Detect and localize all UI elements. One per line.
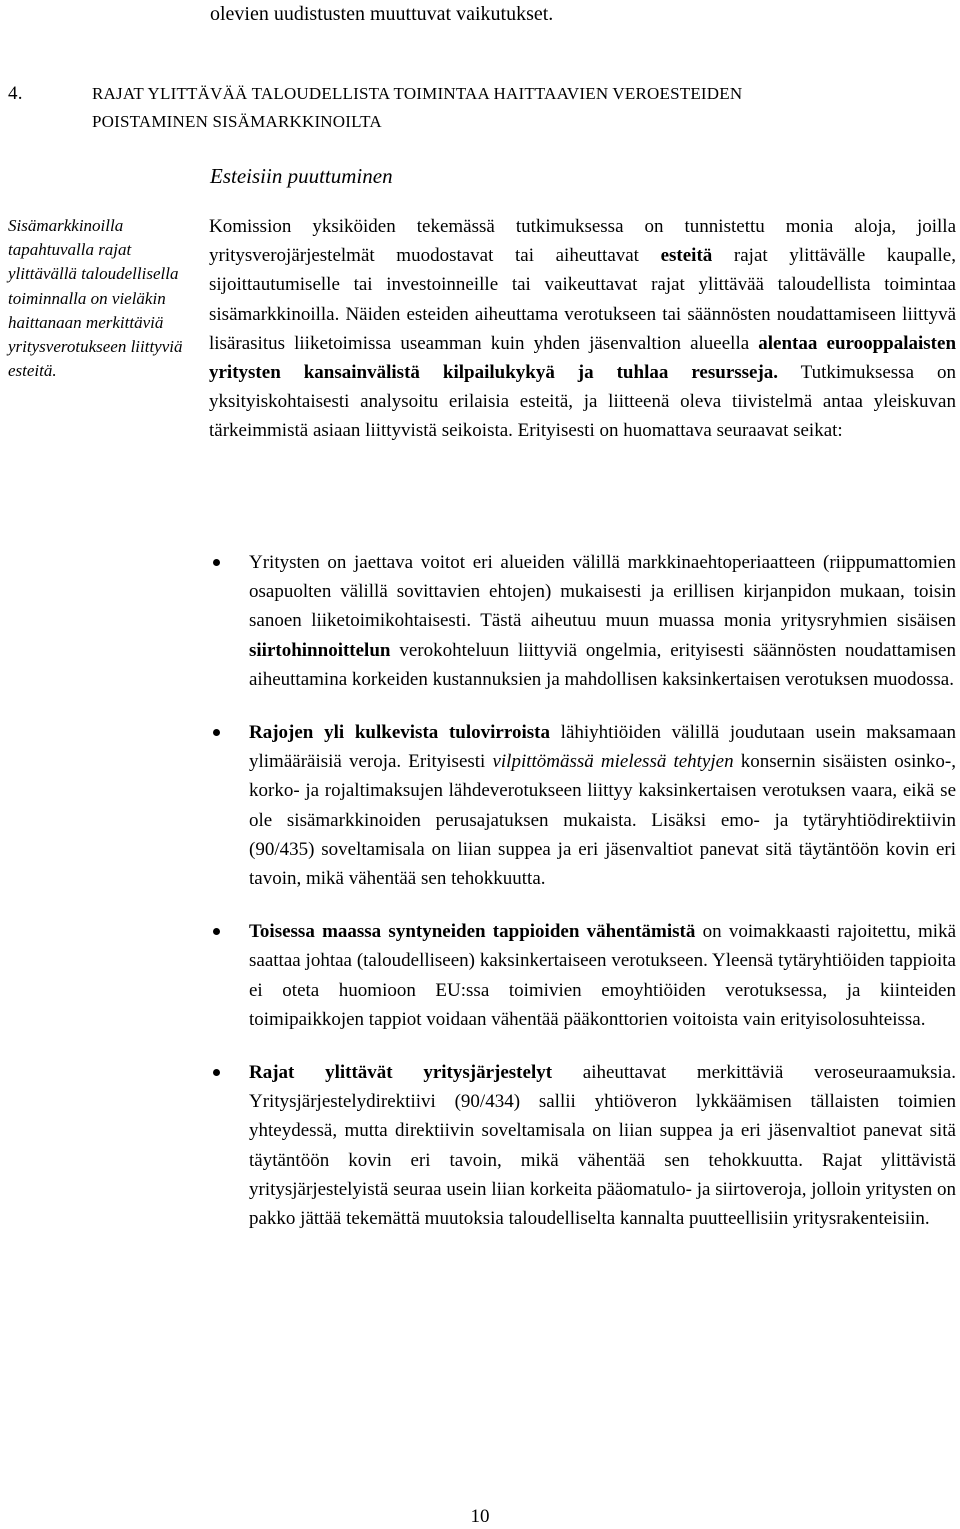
section-number: 4. [8,83,23,104]
bullet-item [209,548,956,694]
bullet-dot-icon [213,928,220,935]
bullet-item [209,1058,956,1233]
margin-note: Sisämarkkinoilla tapahtuvalla rajat ylittävällä taloudellisella toiminnalla on vieläkin haittanaan merkittäviä yritysverotukseen liittyviä esteitä. [8,216,183,381]
bullet-text: konsernin sisäisten osinko-, korko- ja rojaltimaksujen lähdeverotukseen liittyy kaksinkertaisen verotuksen vaara, eikä se ole sisämarkkinoiden perusajatuksen mukaista. Lisäksi emo- ja tytäryhtiödirektiivin (90/435) soveltamisala on liian suppea ja eri jäsenvaltiot panevat sitä täytäntöön kovin eri tavoin, mikä vähentää sen tehokkuutta. [249,751,956,890]
section-heading-line1: RAJAT YLITTÄVÄÄ TALOUDELLISTA TOIMINTAA HAITTAAVIEN VEROESTEIDEN [92,84,743,103]
bullet-item [209,718,956,893]
bullet-emphasis: Rajojen yli kulkevista tulovirroista [249,722,550,744]
intro-emphasis: alentaa eurooppalaisten yritysten kansainvälistä kilpailukykyä ja tuhlaa resursseja. [209,332,957,384]
bullet-text: on voimakkaasti rajoitettu, mikä saattaa johtaa (taloudelliseen) kaksinkertaiseen verotukseen. Yleensä tytäryhtiöiden tappioita ei oteta huomioon EU:ssa toimivien emoyhtiöiden verotuksessa, ja kiinteiden toimipaikkojen tappiot voidaan vähentää pääkonttorien voitoista vain erityisolosuhteissa. [249,921,956,1030]
bullet-list [209,548,956,1257]
section-heading [8,80,952,136]
bullet-dot-icon [213,1069,220,1076]
section-heading-line2: POISTAMINEN SISÄMARKKINOILTA [92,112,382,131]
bullet-emphasis: Toisessa maassa syntyneiden tappioiden vähentämistä [249,921,696,943]
intro-text-part: rajat ylittävälle kaupalle, sijoittautumiselle tai investoinneille tai vaikeuttavat rajat ylittävää taloudellista toimintaa sisämarkkinoilla. Näiden esteiden aiheuttama verotukseen tai säännösten noudattamiseen liittyvä lisärasitus liiketoimissa useamman kuin yhden jäsenvaltion alueella [209,245,956,354]
intro-text [209,212,956,446]
bullet-emphasis: Rajat ylittävät yritysjärjestelyt [249,1062,553,1084]
bullet-dot-icon [213,729,220,736]
continued-text: olevien uudistusten muuttuvat vaikutukset. [210,3,554,25]
intro-emphasis: esteitä [660,245,713,267]
bullet-text: verokohteluun liittyviä ongelmia, erityisesti säännösten noudattamisen aiheuttamina korkeiden kustannuksien ja mahdollisen kaksinkertaisen verotuksen muodossa. [249,639,956,690]
bullet-emphasis: siirtohinnoittelun [249,639,391,661]
bullet-text: Yritysten on jaettava voitot eri alueiden välillä markkinaehtoperiaatteen (riippumattomien osapuolten välillä sovittavien ehtojen) mukaisesti ja erillisen kirjanpidon mukaan, toisin sanoen liiketoimikohtaisesti. Tästä aiheutuu muun muassa monia yritysryhmien sisäisen [249,552,956,632]
page-number: 10 [470,1506,490,1527]
bullet-italic: vilpittömässä mielessä tehtyjen [492,751,734,773]
bullet-text: aiheuttavat merkittäviä veroseuraamuksia. Yritysjärjestelydirektiivi (90/434) sallii yhtiöveron lykkäämisen tällaisten toimien yhteydessä, mutta direktiivin soveltamisala on liian suppea ja eri jäsenvaltiot panevat sitä täytäntöön kovin eri tavoin, mikä vähentää sen tehokkuutta. Rajat ylittävistä yritysjärjestelyistä seuraa usein liian korkeita pääomatulo- ja siirtoveroja, jolloin yritysten on pakko jättää tekemättä muutoksia taloudelliselta kannalta puutteellisiin yritysrakenteisiin. [249,1062,956,1230]
bullet-text: lähiyhtiöiden välillä joudutaan usein maksamaan ylimääräisiä veroja. Erityisesti [249,722,956,773]
bullet-item [209,917,956,1034]
intro-paragraph [209,212,956,446]
bullet-dot-icon [213,559,220,566]
subheading: Esteisiin puuttuminen [210,164,393,188]
intro-text-part: Tutkimuksessa on yksityiskohtaisesti analysoitu erilaisia esteitä, ja liitteenä oleva tiivistelmä antaa yleiskuvan tärkeimmistä asiaan liittyvistä seikoista. Erityisesti on huomattava seuraavat seikat: [209,362,956,442]
intro-text-part: Komission yksiköiden tekemässä tutkimuksessa on tunnistettu monia aloja, joilla yritysverojärjestelmät muodostavat tai aiheuttavat [209,216,956,267]
